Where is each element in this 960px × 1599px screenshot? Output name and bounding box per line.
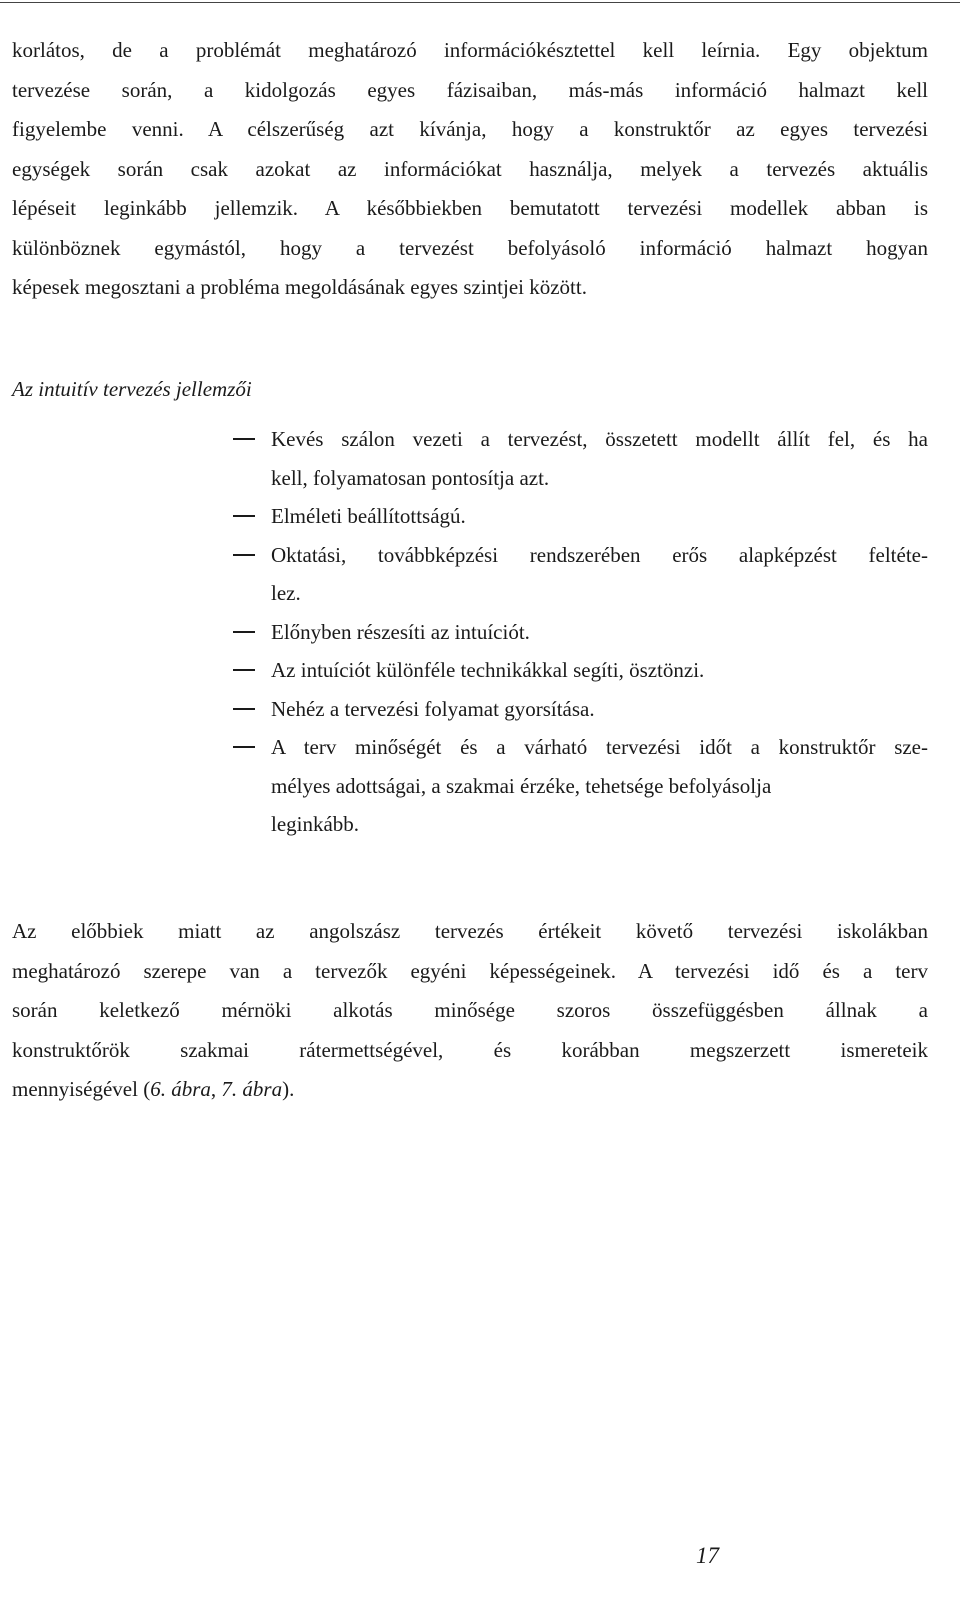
figure-reference: 7. ábra (221, 1077, 283, 1101)
dash-bullet-icon (233, 708, 255, 710)
text-line: figyelembe venni. A célszerűség azt kívánja, hogy a konstruktőr az egyes tervezési (12, 117, 928, 141)
list-item-line: leginkább. (271, 812, 360, 836)
text-line: Az előbbiek miatt az angolszász tervezés értékeit követő tervezési iskolákban (12, 919, 928, 943)
text-line: során keletkező mérnöki alkotás minősége szoros összefüggésben állnak a (12, 998, 928, 1022)
text-fragment: ). (282, 1077, 295, 1101)
list-item (0, 497, 960, 536)
list-item-line: lez. (271, 581, 301, 605)
dash-bullet-icon (233, 515, 255, 517)
list-item-text (271, 690, 928, 729)
section-heading: Az intuitív tervezés jellemzői (12, 377, 252, 401)
list-item (0, 651, 960, 690)
text-fragment: , (210, 1077, 222, 1101)
text-line: képesek megosztani a probléma megoldásának egyes szintjei között. (12, 275, 587, 299)
text-line: egységek során csak azokat az információkat használja, melyek a tervezés aktuális (12, 156, 928, 181)
paragraph-intro (12, 31, 928, 308)
list-item-line: mélyes adottságai, a szakmai érzéke, tehetsége befolyásolja (271, 773, 772, 798)
text-line (12, 1070, 928, 1110)
dash-bullet-icon (233, 669, 255, 671)
list-item (0, 728, 960, 844)
paragraph-conclusion (12, 912, 928, 1110)
text-line: tervezése során, a kidolgozás egyes fázisaiban, más-más információ halmazt kell (12, 77, 928, 102)
page-number: 17 (696, 1543, 719, 1568)
list-item (0, 613, 960, 652)
list-item-line: Elméleti beállítottságú. (271, 504, 466, 528)
list-item-text (271, 536, 928, 613)
text-line: konstruktőrök szakmai rátermettségével, és korábban megszerzett ismereteik (12, 1037, 928, 1062)
list-item (0, 536, 960, 613)
text-line: lépéseit leginkább jellemzik. A későbbiekben bemutatott tervezési modellek abban is (12, 196, 928, 220)
dash-bullet-icon (233, 438, 255, 440)
list-item-line: Nehéz a tervezési folyamat gyorsítása. (271, 696, 595, 721)
characteristics-list (0, 420, 960, 844)
dash-bullet-icon (233, 631, 255, 633)
list-item-text (271, 497, 928, 536)
dash-bullet-icon (233, 554, 255, 556)
list-item-line: A terv minőségét és a várható tervezési időt a konstruktőr sze- (271, 735, 928, 759)
top-rule (0, 2, 960, 3)
list-item-text (271, 651, 928, 690)
list-item-text (271, 420, 928, 497)
list-item-line: Oktatási, továbbképzési rendszerében erős alapképzést feltéte- (271, 542, 928, 567)
list-item-line: kell, folyamatosan pontosítja azt. (271, 465, 550, 490)
text-line: korlátos, de a problémát meghatározó információkésztettel kell leírnia. Egy objektum (12, 38, 928, 62)
list-item-line: Előnyben részesíti az intuíciót. (271, 619, 530, 644)
list-item (0, 420, 960, 497)
dash-bullet-icon (233, 746, 255, 748)
text-line: különböznek egymástól, hogy a tervezést befolyásoló információ halmazt hogyan (12, 235, 928, 260)
list-item-line: Kevés szálon vezeti a tervezést, összetett modellt állít fel, és ha (271, 427, 928, 451)
list-item-text (271, 613, 928, 652)
list-item-line: Az intuíciót különféle technikákkal segíti, ösztönzi. (271, 658, 705, 682)
text-line: meghatározó szerepe van a tervezők egyéni képességeinek. A tervezési idő és a terv (12, 958, 928, 983)
list-item-text (271, 728, 928, 844)
list-item (0, 690, 960, 729)
figure-reference: 6. ábra (150, 1077, 211, 1101)
text-fragment: mennyiségével ( (12, 1077, 151, 1101)
